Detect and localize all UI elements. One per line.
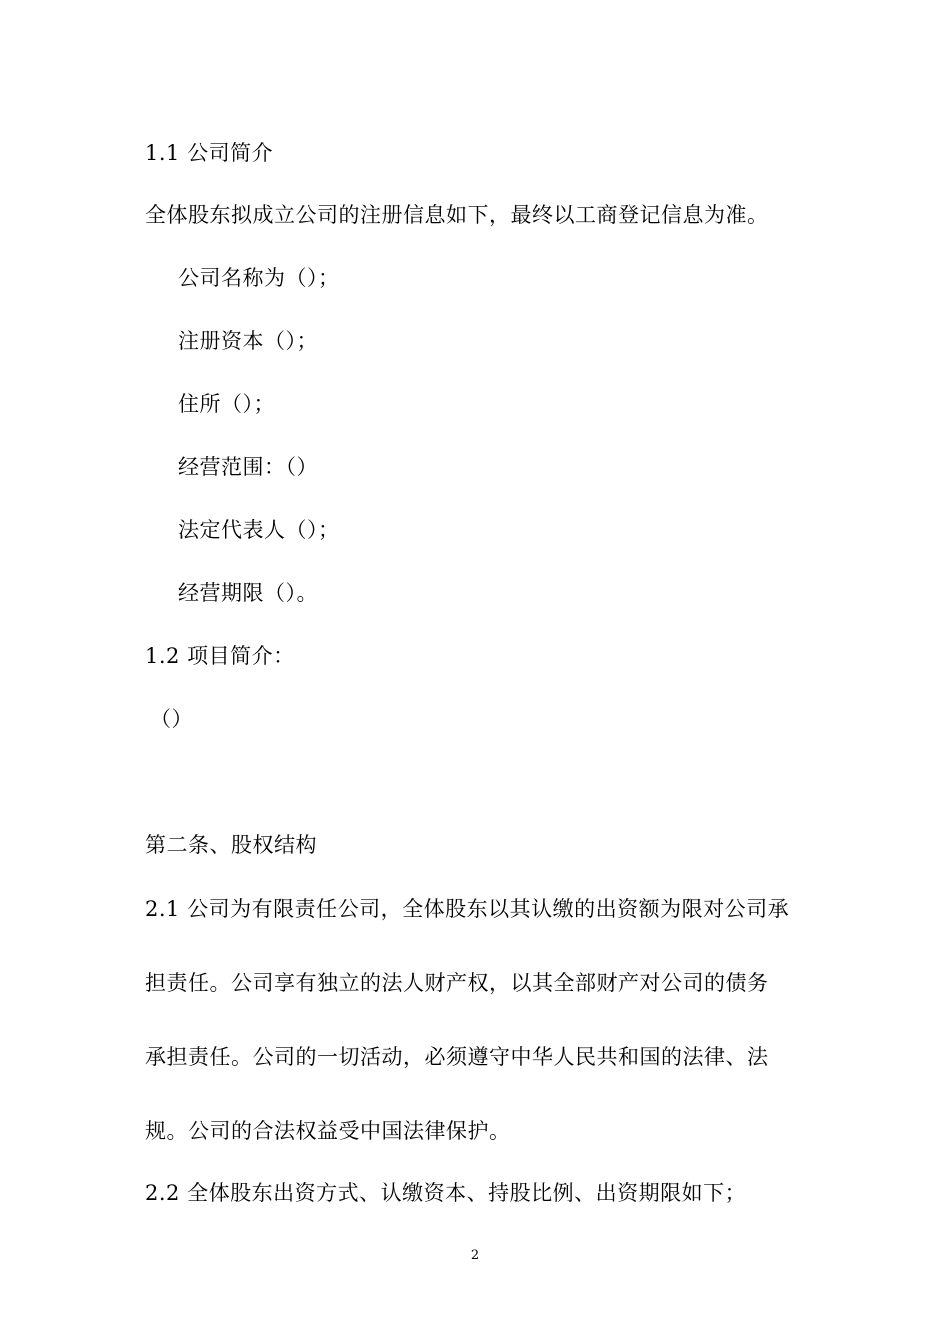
field-business-term: 经营期限（）。: [178, 581, 318, 605]
paragraph-2-1-line: 担责任。公司享有独立的法人财产权，以其全部财产对公司的债务: [145, 971, 769, 995]
page-number: 2: [470, 1248, 480, 1263]
field-registered-capital: 注册资本（）；: [178, 329, 318, 353]
field-legal-representative: 法定代表人（）；: [178, 518, 340, 542]
field-address: 住所（）；: [178, 392, 275, 416]
paragraph-2-1-line: 承担责任。公司的一切活动，必须遵守中华人民共和国的法律、法: [145, 1045, 769, 1069]
paragraph-2-2: 2.2 全体股东出资方式、认缴资本、持股比例、出资期限如下；: [145, 1181, 747, 1205]
field-company-name: 公司名称为（）；: [178, 266, 340, 290]
article-title: 第二条、股权结构: [145, 833, 317, 857]
section-heading-1-2: 1.2 项目简介：: [145, 644, 295, 668]
field-business-scope: 经营范围：（）: [178, 455, 318, 479]
paragraph-2-1-line: 规。公司的合法权益受中国法律保护。: [145, 1119, 511, 1143]
paragraph-2-1-line: 2.1 公司为有限责任公司，全体股东以其认缴的出资额为限对公司承: [145, 897, 790, 921]
section-intro: 全体股东拟成立公司的注册信息如下，最终以工商登记信息为准。: [145, 203, 769, 227]
project-intro-content: （）: [150, 707, 193, 731]
section-heading-1-1: 1.1 公司简介: [145, 141, 274, 165]
